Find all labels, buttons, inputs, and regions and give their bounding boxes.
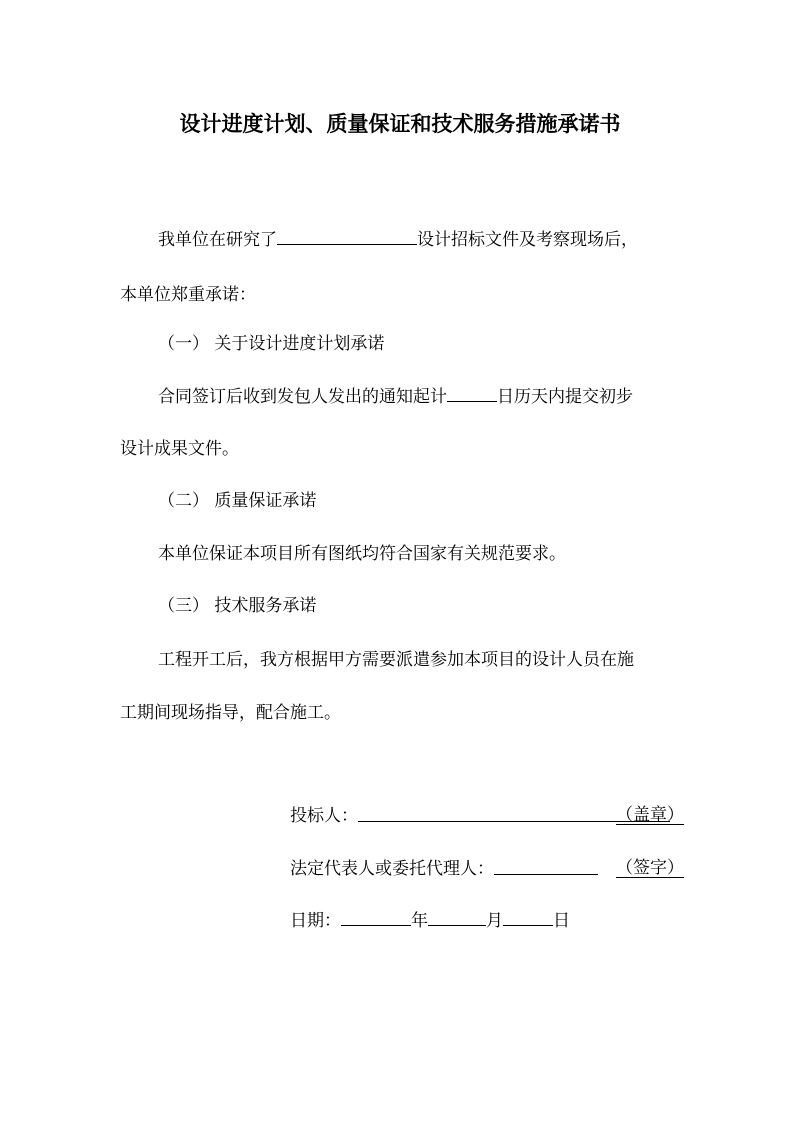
section-1-line-1 — [158, 385, 633, 408]
days-blank[interactable] — [447, 385, 497, 402]
rep-sign-note: （签字） — [616, 858, 684, 878]
year-blank[interactable] — [341, 909, 411, 926]
intro-line-2: 本单位郑重承诺： — [120, 285, 256, 305]
section-1-text-before: 合同签订后收到发包人发出的通知起计 — [158, 387, 447, 407]
date-label: 日期： — [290, 911, 341, 931]
rep-row — [290, 857, 598, 880]
day-label: 日 — [553, 911, 570, 931]
section-2-heading: （二） 质量保证承诺 — [158, 491, 317, 511]
bidder-seal-note: （盖章） — [616, 805, 684, 825]
intro-line-1 — [158, 228, 638, 251]
intro-text-before: 我单位在研究了 — [158, 230, 277, 250]
section-2-text: 本单位保证本项目所有图纸均符合国家有关规范要求。 — [158, 544, 566, 564]
month-blank[interactable] — [428, 909, 486, 926]
intro-text-after: 设计招标文件及考察现场后， — [417, 230, 638, 250]
section-1-text-after: 日历天内提交初步 — [497, 387, 633, 407]
year-label: 年 — [411, 911, 428, 931]
rep-label: 法定代表人或委托代理人： — [290, 859, 494, 879]
bidder-label: 投标人： — [290, 806, 358, 826]
project-name-blank[interactable] — [277, 228, 417, 245]
date-row — [290, 909, 570, 932]
section-3-heading: （三） 技术服务承诺 — [158, 596, 317, 616]
section-1-line-2: 设计成果文件。 — [120, 439, 239, 459]
section-3-line-2: 工期间现场指导，配合施工。 — [120, 703, 341, 723]
bidder-row — [290, 804, 670, 827]
section-1-heading: （一） 关于设计进度计划承诺 — [158, 334, 385, 354]
day-blank[interactable] — [503, 909, 553, 926]
rep-signature-line[interactable] — [494, 858, 598, 875]
month-label: 月 — [486, 911, 503, 931]
section-3-line-1: 工程开工后，我方根据甲方需要派遣参加本项目的设计人员在施 — [158, 650, 634, 670]
document-title: 设计进度计划、质量保证和技术服务措施承诺书 — [179, 112, 621, 136]
